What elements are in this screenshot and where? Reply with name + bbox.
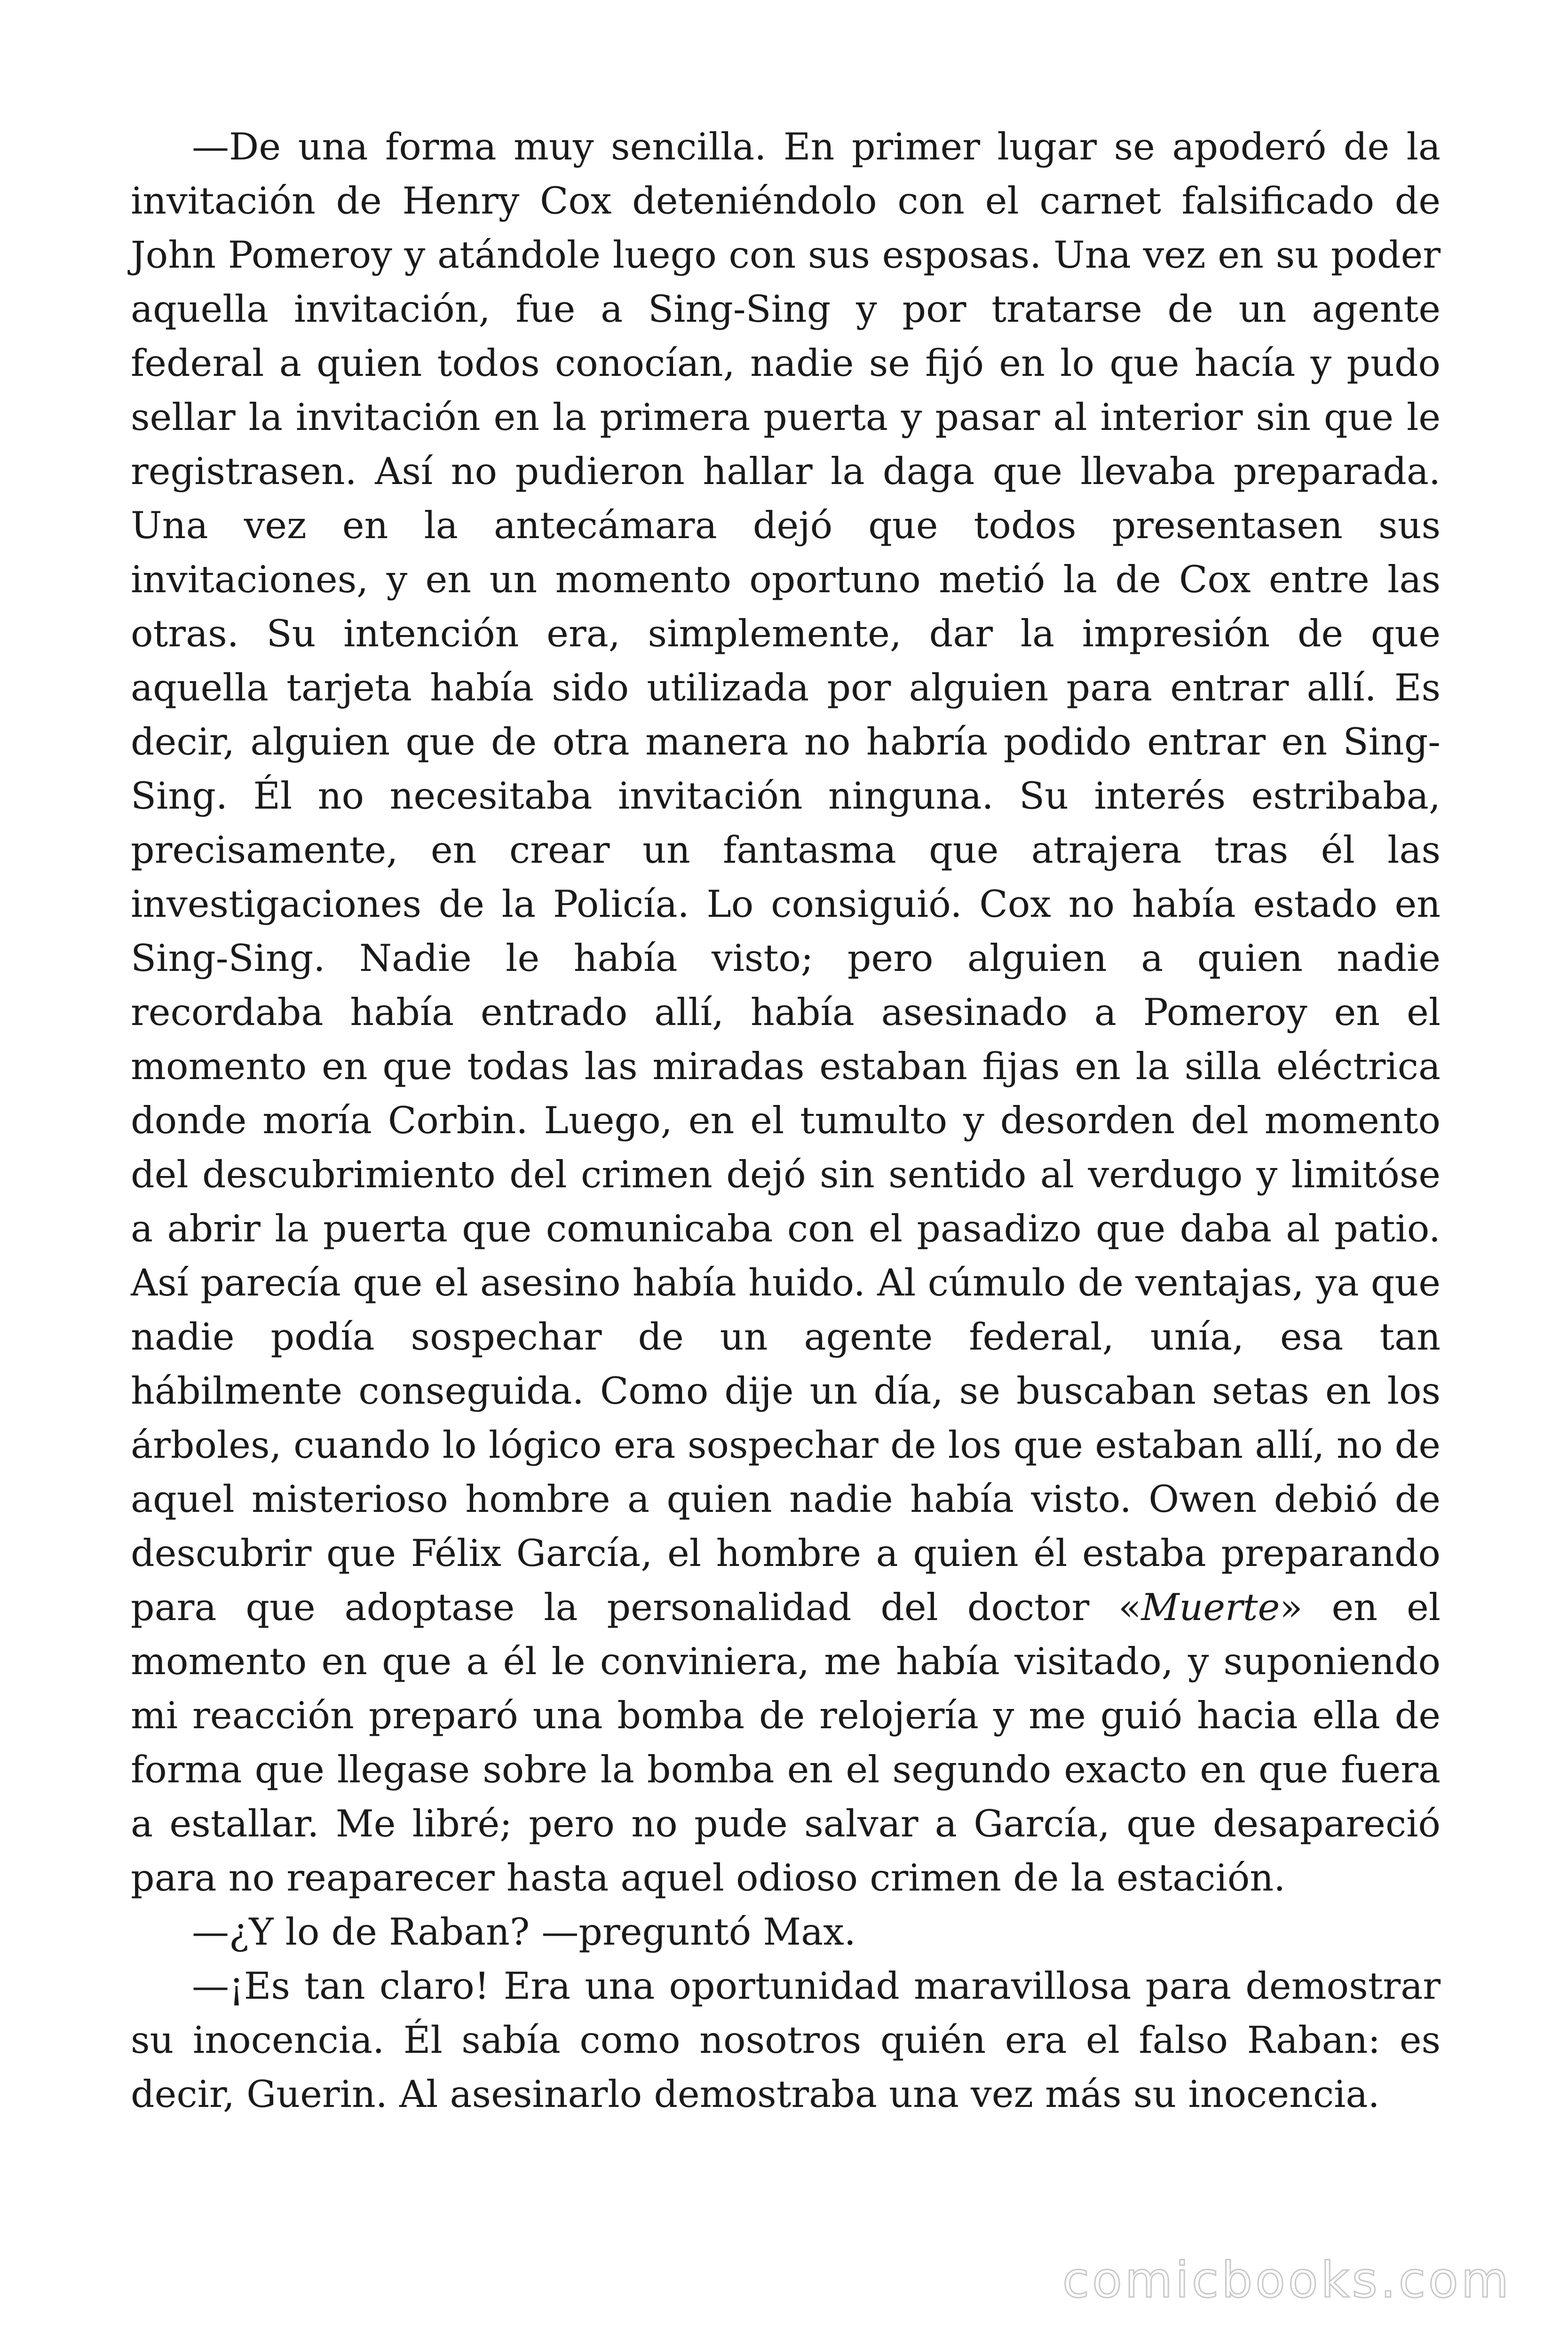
- paragraph-explanation: [131, 120, 1441, 1905]
- watermark-logo: comicbooks.com: [1062, 2251, 1512, 2309]
- paragraph-answer: —¡Es tan claro! Era una oportunidad maravillosa para demostrar su inocencia. Él sabía como nosotros quién era el falso Raban: es decir, Guerin. Al asesinarlo demostraba una vez más su inocencia.: [131, 1964, 1441, 2116]
- body-text: [131, 120, 1441, 2122]
- paragraph-text-part: —De una forma muy sencilla. En primer lugar se apoderó de la invitación de Henry Cox deteniéndolo con el carnet falsificado de John Pomeroy y atándole luego con sus esposas. Una vez en su poder aquella invitación, fue a Sing-Sing y por tratarse de un agente federal a quien todos conocían, nadie se fijó en lo que hacía y pudo sellar la invitación en la primera puerta y pasar al interior sin que le registrasen. Así no pudieron hallar la daga que llevaba preparada. Una vez en la antecámara dejó que todos presentasen sus invitaciones, y en un momento oportuno metió la de Cox entre las otras. Su intención era, simplemente, dar la impresión de que aquella tarjeta había sido utilizada por alguien para entrar allí. Es decir, alguien que de otra manera no habría podido entrar en Sing-Sing. Él no necesitaba invitación ninguna. Su interés estribaba, precisamente, en crear un fantasma que atrajera tras él las investigaciones de la Policía. Lo consiguió. Cox no había estado en Sing-Sing. Nadie le había visto; pero alguien a quien nadie recordaba había entrado allí, había asesinado a Pomeroy en el momento en que todas las miradas estaban fijas en la silla eléctrica donde moría Corbin. Luego, en el tumulto y desorden del momento del descubrimiento del crimen dejó sin sentido al verdugo y limitóse a abrir la puerta que comunicaba con el pasadizo que daba al patio. Así parecía que el asesino había huido. Al cúmulo de ventajas, ya que nadie podía sospechar de un agente federal, unía, esa tan hábilmente conseguida. Como dije un día, se buscaban setas en los árboles, cuando lo lógico era sospechar de los que estaban allí, no de aquel misterioso hombre a quien nadie había visto. Owen debió de descubrir que Félix García, el hombre a quien él estaba preparando para que adoptase la personalidad del doctor «: [131, 125, 1441, 1629]
- paragraph-question: —¿Y lo de Raban? —preguntó Max.: [192, 1910, 856, 1954]
- italic-word: Muerte: [1141, 1586, 1280, 1629]
- paragraph-text-part: » en el momento en que a él le conviniera, me había visitado, y suponiendo mi reacción preparó una bomba de relojería y me guió hacia ella de forma que llegase sobre la bomba en el segundo exacto en que fuera a estallar. Me libré; pero no pude salvar a García, que desapareció para no reaparecer hasta aquel odioso crimen de la estación.: [131, 1586, 1441, 1899]
